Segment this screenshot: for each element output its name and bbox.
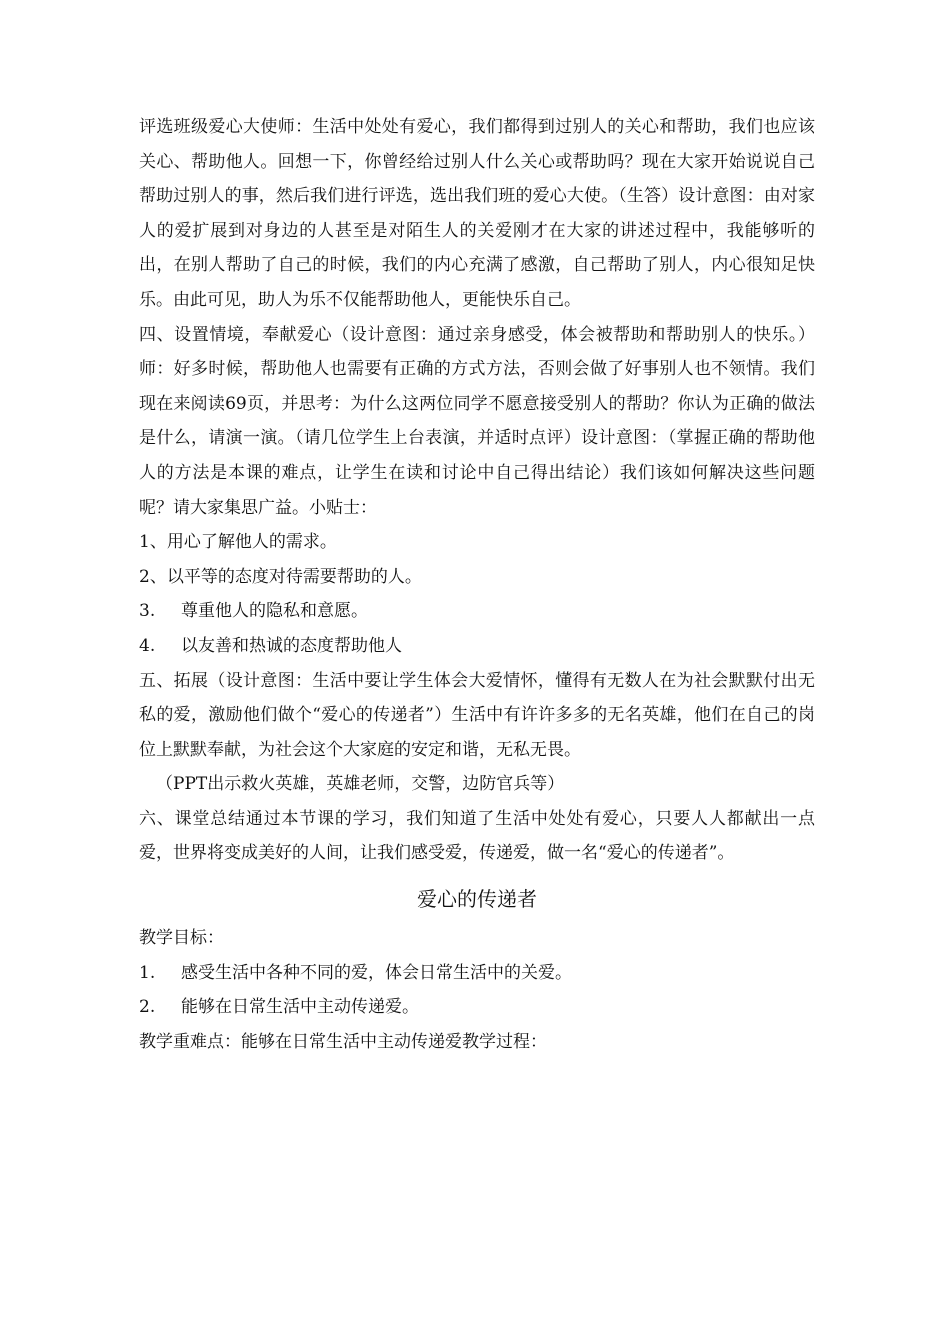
list-text: 尊重他人的隐私和意愿。 [181,601,368,622]
list-item [139,956,815,991]
list-item [139,525,815,560]
list-text: 以平等的态度对待需要帮助的人。 [166,566,422,587]
list-item [139,990,815,1025]
paragraph-ppt-note: （PPT出示救火英雄，英雄老师，交警，边防官兵等） [156,774,565,795]
key-points: 教学重难点：能够在日常生活中主动传递爱教学过程： [139,1031,547,1052]
list-item [139,560,815,595]
list-item [139,629,815,664]
paragraph-ambassador: 评选班级爱心大使师：生活中处处有爱心，我们都得到过别人的关心和帮助，我们也应该关心、帮助他人。回想一下，你曾经给过别人什么关心或帮助吗？现在大家开始说说自己帮助过别人的事，然后我们进行评选，选出我们班的爱心大使。（生答）设计意图：由对家人的爱扩展到对身边的人甚至是对陌生人的关爱刚才在大家的讲述过程中，我能够听的出，在别人帮助了自己的时候，我们的内心充满了感激，自己帮助了别人，内心很知足快乐。由此可见，助人为乐不仅能帮助他人，更能快乐自己。 [139,117,815,310]
list-text: 能够在日常生活中主动传递爱。 [181,997,419,1018]
list-number: 2、 [139,566,167,587]
document-page [139,110,815,1059]
list-text: 以友善和热诚的态度帮助他人 [181,635,402,656]
paragraph-section-five: 五、拓展（设计意图：生活中要让学生体会大爱情怀，懂得有无数人在为社会默默付出无私的爱，激励他们做个“爱心的传递者”）生活中有许许多多的无名英雄，他们在自己的岗位上默默奉献，为社会这个大家庭的安定和谐，无私无畏。 [139,670,815,760]
paragraph-section-four: 四、设置情境，奉献爱心（设计意图：通过亲身感受，体会被帮助和帮助别人的快乐。）师：好多时候，帮助他人也需要有正确的方式方法，否则会做了好事别人也不领情。我们现在来阅读69页，并思考：为什么这两位同学不愿意接受别人的帮助？你认为正确的做法是什么，请演一演。（请几位学生上台表演，并适时点评）设计意图：（掌握正确的帮助他人的方法是本课的难点，让学生在读和讨论中自己得出结论）我们该如何解决这些问题呢？请大家集思广益。小贴士： [139,324,815,518]
list-number: 1、 [139,532,167,553]
list-text: 感受生活中各种不同的爱，体会日常生活中的关爱。 [181,962,572,983]
list-number: 3. [139,601,156,622]
list-number: 2. [139,997,156,1018]
list-text: 用心了解他人的需求。 [166,532,337,553]
paragraph-section-six: 六、课堂总结通过本节课的学习，我们知道了生活中处处有爱心，只要人人都献出一点爱，世界将变成美好的人间，让我们感受爱，传递爱，做一名“爱心的传递者”。 [139,808,815,864]
goals-label: 教学目标： [139,928,224,949]
list-number: 1. [139,962,156,983]
lesson-title: 爱心的传递者 [417,887,537,912]
list-item [139,594,815,629]
list-number: 4. [139,635,156,656]
